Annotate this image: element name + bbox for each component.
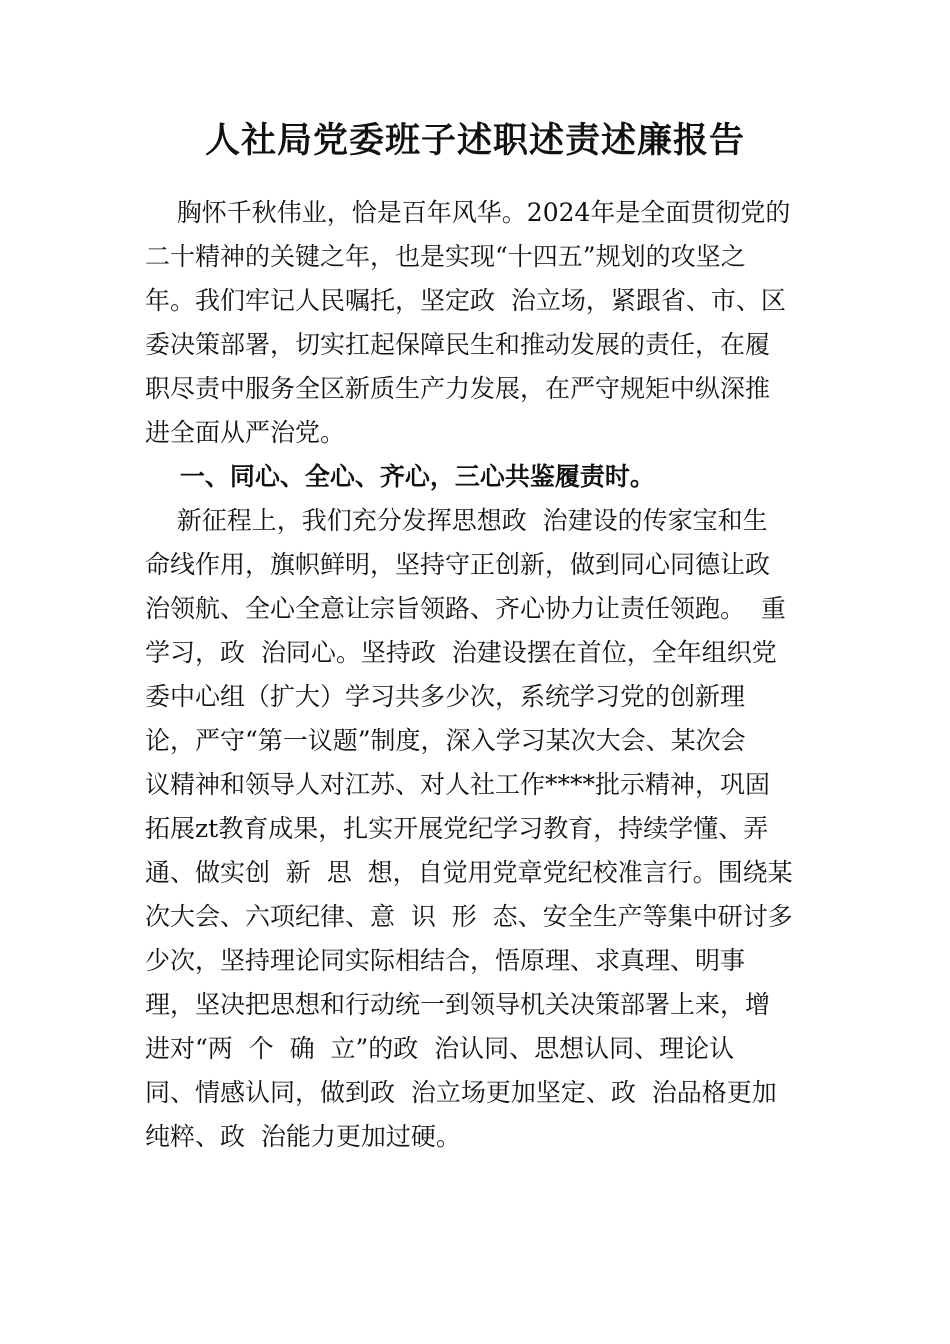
- paragraph-line: 进对“两 个 确 立”的政 治认同、思想认同、理论认: [145, 1034, 735, 1063]
- paragraph-line: 年。我们牢记人民嘱托，坚定政 治立场，紧跟省、市、区: [145, 286, 786, 315]
- paragraph-line: 纯粹、政 治能力更加过硬。: [145, 1122, 461, 1151]
- paragraph-line: 新征程上，我们充分发挥思想政 治建设的传家宝和生: [145, 506, 768, 535]
- paragraph-line: 通、做实创 新 思 想，自觉用党章党纪校准言行。围绕某: [145, 858, 793, 887]
- paragraph-line: 进全面从严治党。: [145, 418, 346, 447]
- section-heading: 一、同心、全心、齐心，三心共鉴履责时。: [145, 462, 655, 491]
- paragraph-line: 学习，政 治同心。坚持政 治建设摆在首位，全年组织党: [145, 638, 777, 667]
- paragraph-line: 论，严守“第一议题”制度，深入学习某次大会、某次会: [145, 726, 746, 755]
- document-title: 人社局党委班子述职述责述廉报告: [204, 120, 745, 161]
- paragraph-line: 少次，坚持理论同实际相结合，悟原理、求真理、明事: [145, 946, 746, 975]
- paragraph-line: 职尽责中服务全区新质生产力发展，在严守规矩中纵深推: [145, 374, 771, 403]
- paragraph-line: 同、情感认同，做到政 治立场更加坚定、政 治品格更加: [145, 1078, 777, 1107]
- paragraph-line: 委中心组（扩大）学习共多少次，系统学习党的创新理: [145, 682, 746, 711]
- paragraph-line: 拓展zt教育成果，扎实开展党纪学习教育，持续学懂、弄: [145, 814, 769, 843]
- document-body: [145, 191, 815, 1159]
- paragraph-line: 治领航、全心全意让宗旨领路、齐心协力让责任领跑。 重: [145, 594, 786, 623]
- paragraph-line: 次大会、六项纪律、意 识 形 态、安全生产等集中研讨多: [145, 902, 793, 931]
- paragraph-line: 委决策部署，切实扛起保障民生和推动发展的责任，在履: [145, 330, 771, 359]
- paragraph-line: 命线作用，旗帜鲜明，坚持守正创新，做到同心同德让政: [145, 550, 771, 579]
- paragraph-line: 二十精神的关键之年，也是实现“十四五”规划的攻坚之: [145, 242, 746, 271]
- paragraph-line: 胸怀千秋伟业，恰是百年风华。2024年是全面贯彻党的: [145, 198, 791, 227]
- paragraph-line: 议精神和领导人对江苏、对人社工作****批示精神，巩固: [145, 770, 771, 799]
- paragraph-line: 理，坚决把思想和行动统一到领导机关决策部署上来，增: [145, 990, 771, 1019]
